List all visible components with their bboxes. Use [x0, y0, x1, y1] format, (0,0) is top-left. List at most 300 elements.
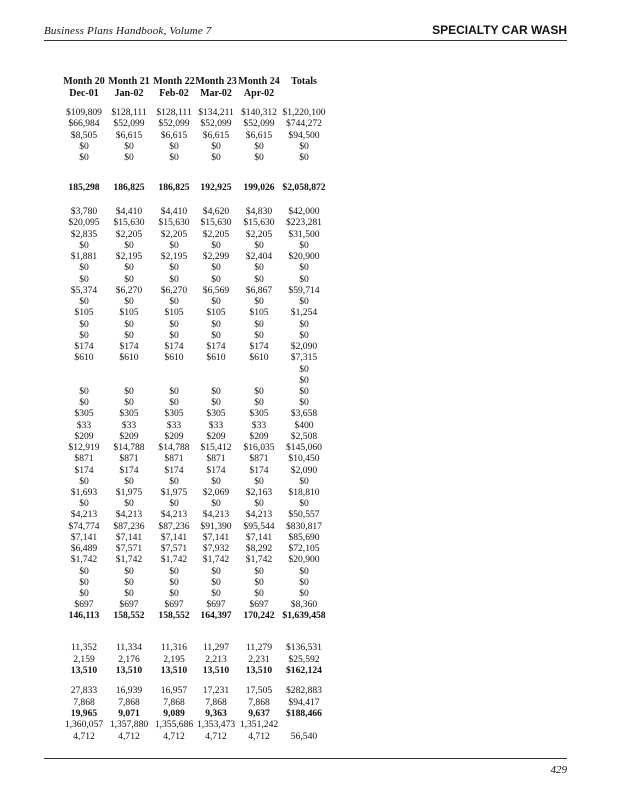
- table-cell: $871: [206, 453, 226, 464]
- table-cell: 4,712: [205, 731, 227, 742]
- table-cell: 9,363: [205, 708, 227, 719]
- table-cell: 7,868: [118, 697, 140, 708]
- table-cell: $0: [169, 296, 179, 307]
- table-cell: $0: [79, 476, 89, 487]
- table-cell: $0: [124, 319, 134, 330]
- table-cell: $0: [79, 577, 89, 588]
- table-cell: $7,315: [290, 352, 318, 363]
- table-cell: $7,571: [160, 543, 188, 554]
- table-cell: $0: [211, 498, 221, 509]
- table-cell: $174: [74, 341, 94, 352]
- table-cell: $0: [124, 274, 134, 285]
- table-cell: $1,975: [160, 487, 188, 498]
- table-cell: 17,231: [202, 685, 230, 696]
- table-cell: $50,557: [288, 509, 320, 520]
- table-cell: $1,254: [290, 307, 318, 318]
- page-number: 429: [550, 764, 567, 776]
- table-cell: $0: [79, 397, 89, 408]
- table-cell: $1,639,458: [282, 610, 326, 621]
- table-cell: $0: [79, 274, 89, 285]
- table-cell: $0: [124, 296, 134, 307]
- table-cell: $33: [121, 420, 137, 431]
- table-cell: 11,316: [160, 642, 188, 653]
- table-cell: $0: [79, 240, 89, 251]
- table-cell: $95,544: [243, 521, 275, 532]
- column-header-label: Month 20: [63, 76, 105, 87]
- table-cell: $20,095: [68, 217, 100, 228]
- table-cell: $0: [254, 274, 264, 285]
- table-cell: $136,531: [286, 642, 322, 653]
- table-cell: $105: [74, 307, 94, 318]
- table-cell: $0: [169, 152, 179, 163]
- table-cell: $0: [124, 588, 134, 599]
- table-cell: $2,090: [290, 341, 318, 352]
- table-cell: $697: [206, 599, 226, 610]
- table-cell: 11,297: [202, 642, 230, 653]
- table-cell: $33: [76, 420, 92, 431]
- table-cell: $0: [169, 141, 179, 152]
- table-cell: $0: [254, 141, 264, 152]
- table-cell: $0: [254, 240, 264, 251]
- table-cell: $0: [124, 397, 134, 408]
- table-cell: $0: [79, 262, 89, 273]
- table-cell: 2,213: [205, 654, 227, 665]
- table-cell: $8,292: [245, 543, 273, 554]
- table-cell: $1,693: [70, 487, 98, 498]
- table-cell: $2,205: [160, 229, 188, 240]
- table-cell: 1,355,686: [154, 719, 194, 730]
- table-cell: $6,270: [115, 285, 143, 296]
- table-cell: $744,272: [286, 118, 322, 129]
- table-cell: $0: [124, 330, 134, 341]
- table-cell: $174: [119, 341, 139, 352]
- table-cell: $0: [254, 319, 264, 330]
- column-header-period: Mar-02: [200, 88, 232, 99]
- table-cell: 1,351,242: [239, 719, 279, 730]
- table-cell: $871: [249, 453, 269, 464]
- table-cell: $0: [169, 588, 179, 599]
- table-cell: 16,939: [115, 685, 143, 696]
- column-header-period: Jan-02: [114, 88, 144, 99]
- table-cell: $6,489: [70, 543, 98, 554]
- table-cell: $305: [249, 408, 269, 419]
- table-cell: $12,919: [68, 442, 100, 453]
- table-cell: 56,540: [290, 731, 318, 742]
- table-cell: $0: [211, 386, 221, 397]
- table-cell: $697: [74, 599, 94, 610]
- table-cell: $223,281: [286, 217, 322, 228]
- table-cell: $2,205: [202, 229, 230, 240]
- table-cell: $4,213: [115, 509, 143, 520]
- table-cell: 13,510: [202, 665, 230, 676]
- table-cell: $2,508: [290, 431, 318, 442]
- table-cell: $52,099: [243, 118, 275, 129]
- table-cell: $400: [294, 420, 314, 431]
- table-cell: $15,630: [243, 217, 275, 228]
- table-cell: $105: [119, 307, 139, 318]
- table-cell: $1,881: [70, 251, 98, 262]
- table-cell: $15,630: [200, 217, 232, 228]
- table-cell: $188,466: [286, 708, 322, 719]
- table-cell: $871: [74, 453, 94, 464]
- table-cell: $0: [211, 152, 221, 163]
- table-cell: $3,780: [70, 206, 98, 217]
- column-header: [274, 76, 334, 88]
- table-cell: $610: [74, 352, 94, 363]
- table-cell: $74,774: [68, 521, 100, 532]
- table-cell: $174: [206, 465, 226, 476]
- table-cell: $4,213: [70, 509, 98, 520]
- table-cell: $7,141: [245, 532, 273, 543]
- table-cell: $128,111: [111, 107, 147, 118]
- table-cell: 164,397: [200, 610, 232, 621]
- table-cell: $2,299: [202, 251, 230, 262]
- table-cell: $0: [299, 375, 309, 386]
- table-cell: $87,236: [158, 521, 190, 532]
- table-cell: $209: [74, 431, 94, 442]
- table-cell: $85,690: [288, 532, 320, 543]
- table-cell: $4,830: [245, 206, 273, 217]
- table-cell: $25,592: [288, 654, 320, 665]
- table-cell: $0: [169, 240, 179, 251]
- table-cell: $7,141: [202, 532, 230, 543]
- table-cell: $128,111: [156, 107, 192, 118]
- table-cell: $610: [164, 352, 184, 363]
- table-cell: $305: [74, 408, 94, 419]
- column-header-label: Month 24: [238, 76, 280, 87]
- table-cell: $305: [119, 408, 139, 419]
- table-cell: $15,630: [158, 217, 190, 228]
- table-cell: 11,352: [70, 642, 98, 653]
- table-cell: 17,505: [245, 685, 273, 696]
- table-cell: $31,500: [288, 229, 320, 240]
- table-cell: $209: [249, 431, 269, 442]
- table-cell: 7,868: [73, 697, 95, 708]
- table-cell: $0: [211, 319, 221, 330]
- table-cell: $0: [169, 397, 179, 408]
- table-cell: 16,957: [160, 685, 188, 696]
- table-cell: $33: [251, 420, 267, 431]
- table-cell: $3,658: [290, 408, 318, 419]
- table-cell: $20,900: [288, 251, 320, 262]
- table-cell: 192,925: [200, 182, 232, 193]
- table-cell: $0: [299, 274, 309, 285]
- table-cell: $14,788: [113, 442, 145, 453]
- table-cell: $140,312: [241, 107, 277, 118]
- table-cell: $42,000: [288, 206, 320, 217]
- table-cell: $0: [169, 498, 179, 509]
- table-cell: $0: [124, 141, 134, 152]
- table-cell: $0: [299, 577, 309, 588]
- table-cell: $105: [206, 307, 226, 318]
- table-cell: $0: [211, 274, 221, 285]
- table-cell: $0: [254, 397, 264, 408]
- table-cell: $0: [211, 296, 221, 307]
- table-cell: $0: [79, 330, 89, 341]
- table-cell: $0: [211, 588, 221, 599]
- table-cell: $15,412: [200, 442, 232, 453]
- table-cell: $0: [124, 476, 134, 487]
- table-cell: 186,825: [113, 182, 145, 193]
- table-cell: $4,620: [202, 206, 230, 217]
- table-cell: $18,810: [288, 487, 320, 498]
- table-cell: $0: [211, 262, 221, 273]
- table-cell: 185,298: [68, 182, 100, 193]
- table-cell: $0: [169, 262, 179, 273]
- table-cell: $2,058,872: [282, 182, 326, 193]
- table-cell: $52,099: [113, 118, 145, 129]
- table-cell: 146,113: [68, 610, 100, 621]
- table-cell: $16,035: [243, 442, 275, 453]
- table-cell: 19,965: [70, 708, 98, 719]
- table-cell: $6,569: [202, 285, 230, 296]
- table-cell: $174: [164, 341, 184, 352]
- table-cell: 4,712: [73, 731, 95, 742]
- table-cell: $0: [299, 566, 309, 577]
- table-cell: $282,883: [286, 685, 322, 696]
- table-cell: $7,571: [115, 543, 143, 554]
- table-cell: $7,141: [115, 532, 143, 543]
- table-cell: $52,099: [200, 118, 232, 129]
- table-cell: 4,712: [163, 731, 185, 742]
- table-cell: $0: [211, 330, 221, 341]
- table-cell: $109,809: [66, 107, 102, 118]
- table-cell: $162,124: [286, 665, 322, 676]
- table-cell: 199,026: [243, 182, 275, 193]
- table-cell: $0: [211, 141, 221, 152]
- table-cell: 1,353,473: [196, 719, 236, 730]
- table-cell: 13,510: [70, 665, 98, 676]
- table-cell: 7,868: [248, 697, 270, 708]
- table-cell: $94,417: [288, 697, 320, 708]
- table-cell: $0: [299, 498, 309, 509]
- table-cell: $0: [79, 296, 89, 307]
- footer-rule: [44, 758, 567, 759]
- table-cell: $0: [124, 152, 134, 163]
- column-header-label: Month 21: [108, 76, 150, 87]
- table-cell: $0: [79, 588, 89, 599]
- table-cell: 11,334: [115, 642, 143, 653]
- table-cell: $66,984: [68, 118, 100, 129]
- table-cell: $145,060: [286, 442, 322, 453]
- table-cell: $0: [299, 588, 309, 599]
- table-cell: 13,510: [160, 665, 188, 676]
- table-cell: $0: [211, 566, 221, 577]
- table-cell: $209: [164, 431, 184, 442]
- table-cell: $2,205: [245, 229, 273, 240]
- table-cell: $4,410: [160, 206, 188, 217]
- table-cell: $2,069: [202, 487, 230, 498]
- table-cell: $0: [169, 476, 179, 487]
- table-cell: $0: [169, 330, 179, 341]
- table-cell: $610: [206, 352, 226, 363]
- table-cell: $105: [249, 307, 269, 318]
- table-cell: $4,213: [202, 509, 230, 520]
- table-cell: $1,742: [115, 554, 143, 565]
- table-cell: $0: [211, 240, 221, 251]
- table-cell: $0: [124, 262, 134, 273]
- table-cell: $0: [254, 476, 264, 487]
- table-cell: $87,236: [113, 521, 145, 532]
- running-header-title: Business Plans Handbook, Volume 7: [44, 25, 212, 37]
- table-cell: $6,270: [160, 285, 188, 296]
- table-cell: $6,867: [245, 285, 273, 296]
- table-cell: $1,742: [202, 554, 230, 565]
- table-cell: $0: [169, 577, 179, 588]
- table-cell: $0: [299, 397, 309, 408]
- table-cell: $610: [249, 352, 269, 363]
- column-header-label: Month 23: [195, 76, 237, 87]
- table-cell: $0: [79, 386, 89, 397]
- table-cell: 9,637: [248, 708, 270, 719]
- table-cell: $0: [79, 141, 89, 152]
- table-cell: 170,242: [243, 610, 275, 621]
- table-cell: $0: [79, 498, 89, 509]
- table-cell: $6,615: [245, 130, 273, 141]
- table-cell: $4,213: [160, 509, 188, 520]
- table-cell: $0: [299, 152, 309, 163]
- column-header-period: Dec-01: [69, 88, 99, 99]
- table-cell: $0: [299, 330, 309, 341]
- table-cell: $0: [79, 319, 89, 330]
- table-cell: $174: [164, 465, 184, 476]
- table-cell: $2,090: [290, 465, 318, 476]
- table-cell: $0: [299, 262, 309, 273]
- table-cell: $610: [119, 352, 139, 363]
- table-cell: $174: [249, 465, 269, 476]
- table-cell: $0: [254, 386, 264, 397]
- table-cell: $0: [254, 498, 264, 509]
- table-cell: $0: [211, 397, 221, 408]
- table-cell: $0: [299, 364, 309, 375]
- table-cell: $8,360: [290, 599, 318, 610]
- table-cell: $0: [124, 240, 134, 251]
- header-rule: [44, 40, 567, 41]
- table-cell: $6,615: [202, 130, 230, 141]
- table-cell: $0: [299, 141, 309, 152]
- table-cell: $0: [124, 577, 134, 588]
- table-cell: $0: [124, 386, 134, 397]
- table-cell: $0: [79, 566, 89, 577]
- table-cell: $33: [166, 420, 182, 431]
- table-cell: $7,141: [160, 532, 188, 543]
- table-cell: $0: [254, 588, 264, 599]
- table-cell: $52,099: [158, 118, 190, 129]
- table-cell: 2,159: [73, 654, 95, 665]
- table-cell: $1,742: [70, 554, 98, 565]
- table-cell: $7,932: [202, 543, 230, 554]
- table-cell: $697: [164, 599, 184, 610]
- table-cell: $0: [169, 386, 179, 397]
- table-cell: $0: [299, 319, 309, 330]
- table-cell: $91,390: [200, 521, 232, 532]
- table-cell: 158,552: [158, 610, 190, 621]
- table-cell: $1,975: [115, 487, 143, 498]
- column-header-period: Feb-02: [159, 88, 189, 99]
- table-cell: $174: [74, 465, 94, 476]
- table-cell: $14,788: [158, 442, 190, 453]
- table-cell: 2,231: [248, 654, 270, 665]
- table-cell: 158,552: [113, 610, 145, 621]
- table-cell: $134,211: [198, 107, 234, 118]
- table-cell: $0: [254, 577, 264, 588]
- table-cell: $15,630: [113, 217, 145, 228]
- table-cell: 2,176: [118, 654, 140, 665]
- table-cell: 1,360,057: [64, 719, 104, 730]
- table-cell: $0: [299, 476, 309, 487]
- table-cell: $94,500: [288, 130, 320, 141]
- table-cell: $1,742: [160, 554, 188, 565]
- column-header-period: Apr-02: [243, 88, 275, 99]
- table-cell: $305: [206, 408, 226, 419]
- table-cell: $0: [169, 566, 179, 577]
- table-cell: $10,450: [288, 453, 320, 464]
- table-cell: 186,825: [158, 182, 190, 193]
- table-cell: 27,833: [70, 685, 98, 696]
- table-cell: $0: [211, 476, 221, 487]
- table-cell: $0: [299, 240, 309, 251]
- table-cell: $0: [254, 566, 264, 577]
- table-cell: $6,615: [115, 130, 143, 141]
- table-cell: 9,071: [118, 708, 140, 719]
- table-cell: $0: [169, 319, 179, 330]
- table-cell: $2,163: [245, 487, 273, 498]
- table-cell: $0: [254, 330, 264, 341]
- table-cell: $0: [299, 386, 309, 397]
- table-cell: $7,141: [70, 532, 98, 543]
- table-cell: $4,410: [115, 206, 143, 217]
- table-cell: $2,404: [245, 251, 273, 262]
- column-header-label: Month 22: [153, 76, 195, 87]
- table-cell: $174: [119, 465, 139, 476]
- table-cell: $209: [119, 431, 139, 442]
- table-cell: $0: [169, 274, 179, 285]
- table-cell: $1,220,100: [282, 107, 326, 118]
- table-cell: $72,105: [288, 543, 320, 554]
- table-cell: $0: [254, 262, 264, 273]
- table-cell: $209: [206, 431, 226, 442]
- table-cell: 4,712: [118, 731, 140, 742]
- table-cell: 2,195: [163, 654, 185, 665]
- table-cell: $6,615: [160, 130, 188, 141]
- table-cell: $697: [249, 599, 269, 610]
- table-cell: $0: [79, 152, 89, 163]
- table-cell: $2,835: [70, 229, 98, 240]
- table-cell: 7,868: [163, 697, 185, 708]
- table-cell: $33: [208, 420, 224, 431]
- table-cell: $1,742: [245, 554, 273, 565]
- running-header-section: SPECIALTY CAR WASH: [432, 23, 567, 37]
- table-cell: $0: [299, 296, 309, 307]
- table-cell: 13,510: [115, 665, 143, 676]
- table-cell: $8,505: [70, 130, 98, 141]
- table-cell: $2,195: [115, 251, 143, 262]
- table-cell: $5,374: [70, 285, 98, 296]
- table-cell: $0: [254, 152, 264, 163]
- column-header-label: Totals: [291, 76, 317, 87]
- table-cell: $59,714: [288, 285, 320, 296]
- table-cell: $0: [254, 296, 264, 307]
- table-cell: $0: [124, 566, 134, 577]
- table-cell: $174: [249, 341, 269, 352]
- table-cell: 13,510: [245, 665, 273, 676]
- table-cell: $305: [164, 408, 184, 419]
- table-cell: $174: [206, 341, 226, 352]
- table-cell: $2,205: [115, 229, 143, 240]
- table-cell: $871: [119, 453, 139, 464]
- table-cell: $2,195: [160, 251, 188, 262]
- table-cell: $830,817: [286, 521, 322, 532]
